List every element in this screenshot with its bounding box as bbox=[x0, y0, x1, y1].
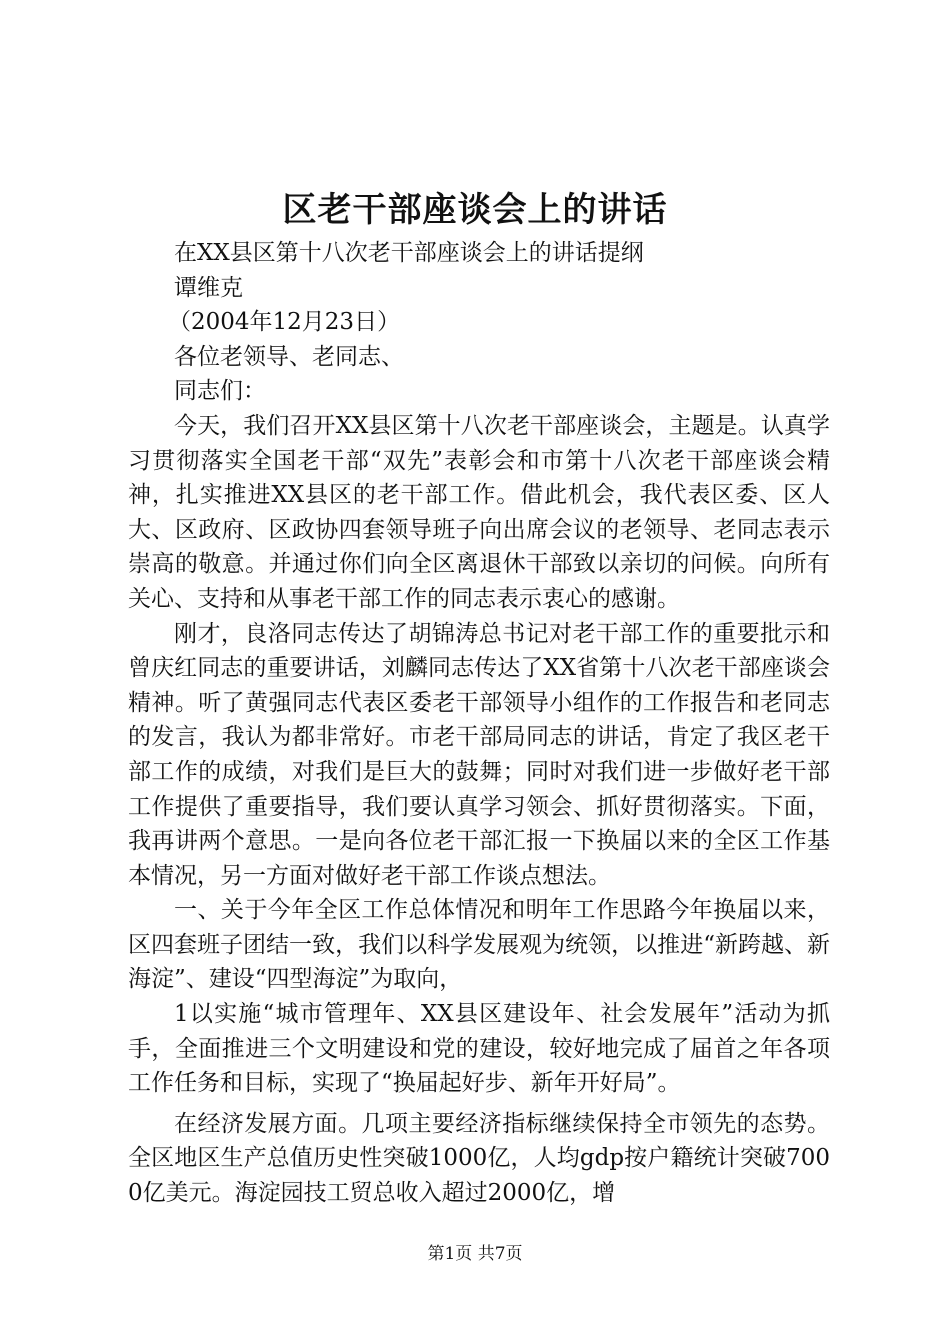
document-body bbox=[128, 236, 830, 1211]
paragraph-author: 谭维克 bbox=[174, 274, 243, 301]
paragraph: 一、关于今年全区工作总体情况和明年工作思路今年换届以来，区四套班子团结一致，我们以科学发展观为统领，以推进“新跨越、新海淀”、建设“四型海淀”为取向， bbox=[128, 897, 830, 993]
paragraph-salutation: 各位老领导、老同志、 bbox=[174, 343, 404, 370]
paragraph-date: （2004年12月23日） bbox=[168, 309, 401, 336]
paragraph: 1以实施“城市管理年、XX县区建设年、社会发展年”活动为抓手，全面推进三个文明建设和党的建设，较好地完成了届首之年各项工作任务和目标，实现了“换届起好步、新年开好局”。 bbox=[128, 1001, 830, 1097]
document-title: 区老干部座谈会上的讲话 bbox=[282, 190, 668, 230]
paragraph-heading: 在XX县区第十八次老干部座谈会上的讲话提纲 bbox=[174, 240, 644, 266]
page-number: 第1页 共7页 bbox=[427, 1244, 523, 1264]
paragraph: 刚才，良洛同志传达了胡锦涛总书记对老干部工作的重要批示和曾庆红同志的重要讲话，刘麟同志传达了XX省第十八次老干部座谈会精神。听了黄强同志代表区委老干部领导小组作的工作报告和老同志的发言，我认为都非常好。市老干部局同志的讲话，肯定了我区老干部工作的成绩，对我们是巨大的鼓舞；同时对我们进一步做好老干部工作提供了重要指导，我们要认真学习领会、抓好贯彻落实。下面，我再讲两个意思。一是向各位老干部汇报一下换届以来的全区工作基本情况，另一方面对做好老干部工作谈点想法。 bbox=[128, 620, 830, 889]
paragraph: 今天，我们召开XX县区第十八次老干部座谈会，主题是。认真学习贯彻落实全国老干部“双先”表彰会和市第十八次老干部座谈会精神，扎实推进XX县区的老干部工作。借此机会，我代表区委、区人大、区政府、区政协四套领导班子向出席会议的老领导、老同志表示崇高的敬意。并通过你们向全区离退休干部致以亲切的问候。向所有关心、支持和从事老干部工作的同志表示衷心的感谢。 bbox=[128, 412, 830, 612]
paragraph: 在经济发展方面。几项主要经济指标继续保持全市领先的态势。全区地区生产总值历史性突破1000亿，人均gdp按户籍统计突破7000亿美元。海淀园技工贸总收入超过2000亿，增 bbox=[128, 1110, 830, 1207]
paragraph-salutation-2: 同志们： bbox=[174, 378, 266, 405]
